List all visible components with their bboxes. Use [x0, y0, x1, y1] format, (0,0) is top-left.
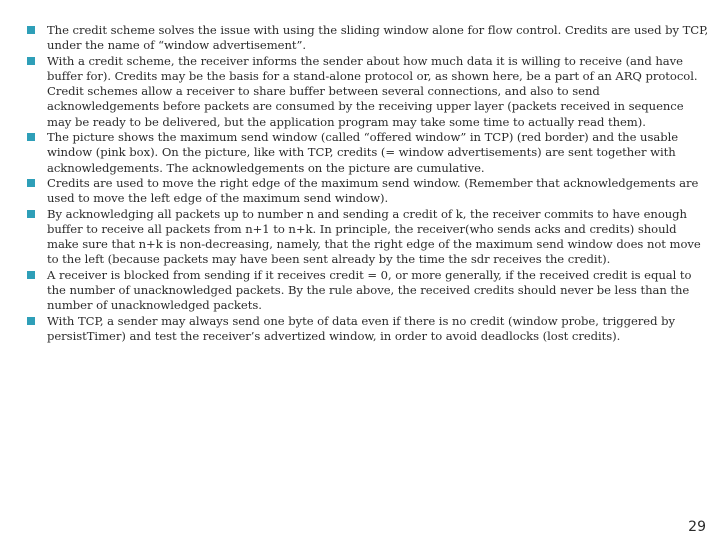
- bullet-text: The picture shows the maximum send window (called “offered window” in TCP) (red border) and the usable window (pink box). On the picture, like with TCP, credits (= window advertisements) are sent together with acknowledgements. The acknowledgements on the picture are cumulative.: [47, 130, 679, 175]
- bullet-text: With TCP, a sender may always send one byte of data even if there is no credit (window probe, triggered by persistTimer) and test the receiver’s advertized window, in order to avoid deadlocks (lost credits).: [47, 313, 675, 343]
- square-bullet-icon: [27, 179, 35, 187]
- square-bullet-icon: [27, 271, 35, 279]
- bullet-text: Credits are used to move the right edge of the maximum send window. (Remember that acknowledgements are used to move the left edge of the maximum send window).: [47, 175, 699, 206]
- bullet-item: [24, 130, 710, 176]
- bullet-item: [24, 176, 710, 207]
- square-bullet-icon: [27, 26, 35, 34]
- bullet-item: [24, 207, 710, 268]
- bullet-text: The credit scheme solves the issue with using the sliding window alone for flow control. Credits are used by TCP, under the name of “window advertisement”.: [47, 23, 709, 53]
- bullet-text: With a credit scheme, the receiver informs the sender about how much data it is willing to receive (and have buffer for). Credits may be the basis for a stand-alone protocol or, as shown here, be a part of an ARQ protocol. Credit schemes allow a receiver to share buffer between several connections, and also to send acknowledgements before packets are consumed by the receiving upper layer (packets received in sequence may be ready to be delivered, but the application program may take some time to actually read them).: [47, 53, 698, 129]
- bullet-list: [24, 23, 710, 344]
- bullet-item: [24, 314, 710, 345]
- bullet-item: [24, 268, 710, 314]
- square-bullet-icon: [27, 57, 35, 65]
- square-bullet-icon: [27, 317, 35, 325]
- bullet-text: By acknowledging all packets up to number n and sending a credit of k, the receiver commits to have enough buffer to receive all packets from n+1 to n+k. In principle, the receiver(who sends acks and credits) should make sure that n+k is non-decreasing, namely, that the right edge of the maximum send window does not move to the left (because packets may have been sent already by the time the sdr receives the credit).: [47, 206, 701, 267]
- page-number: 29: [688, 519, 706, 535]
- bullet-item: [24, 54, 710, 130]
- square-bullet-icon: [27, 210, 35, 218]
- square-bullet-icon: [27, 133, 35, 141]
- bullet-item: [24, 23, 710, 54]
- bullet-text: A receiver is blocked from sending if it receives credit = 0, or more generally, if the received credit is equal to the number of unacknowledged packets. By the rule above, the received credits should never be less than the number of unacknowledged packets.: [47, 267, 692, 313]
